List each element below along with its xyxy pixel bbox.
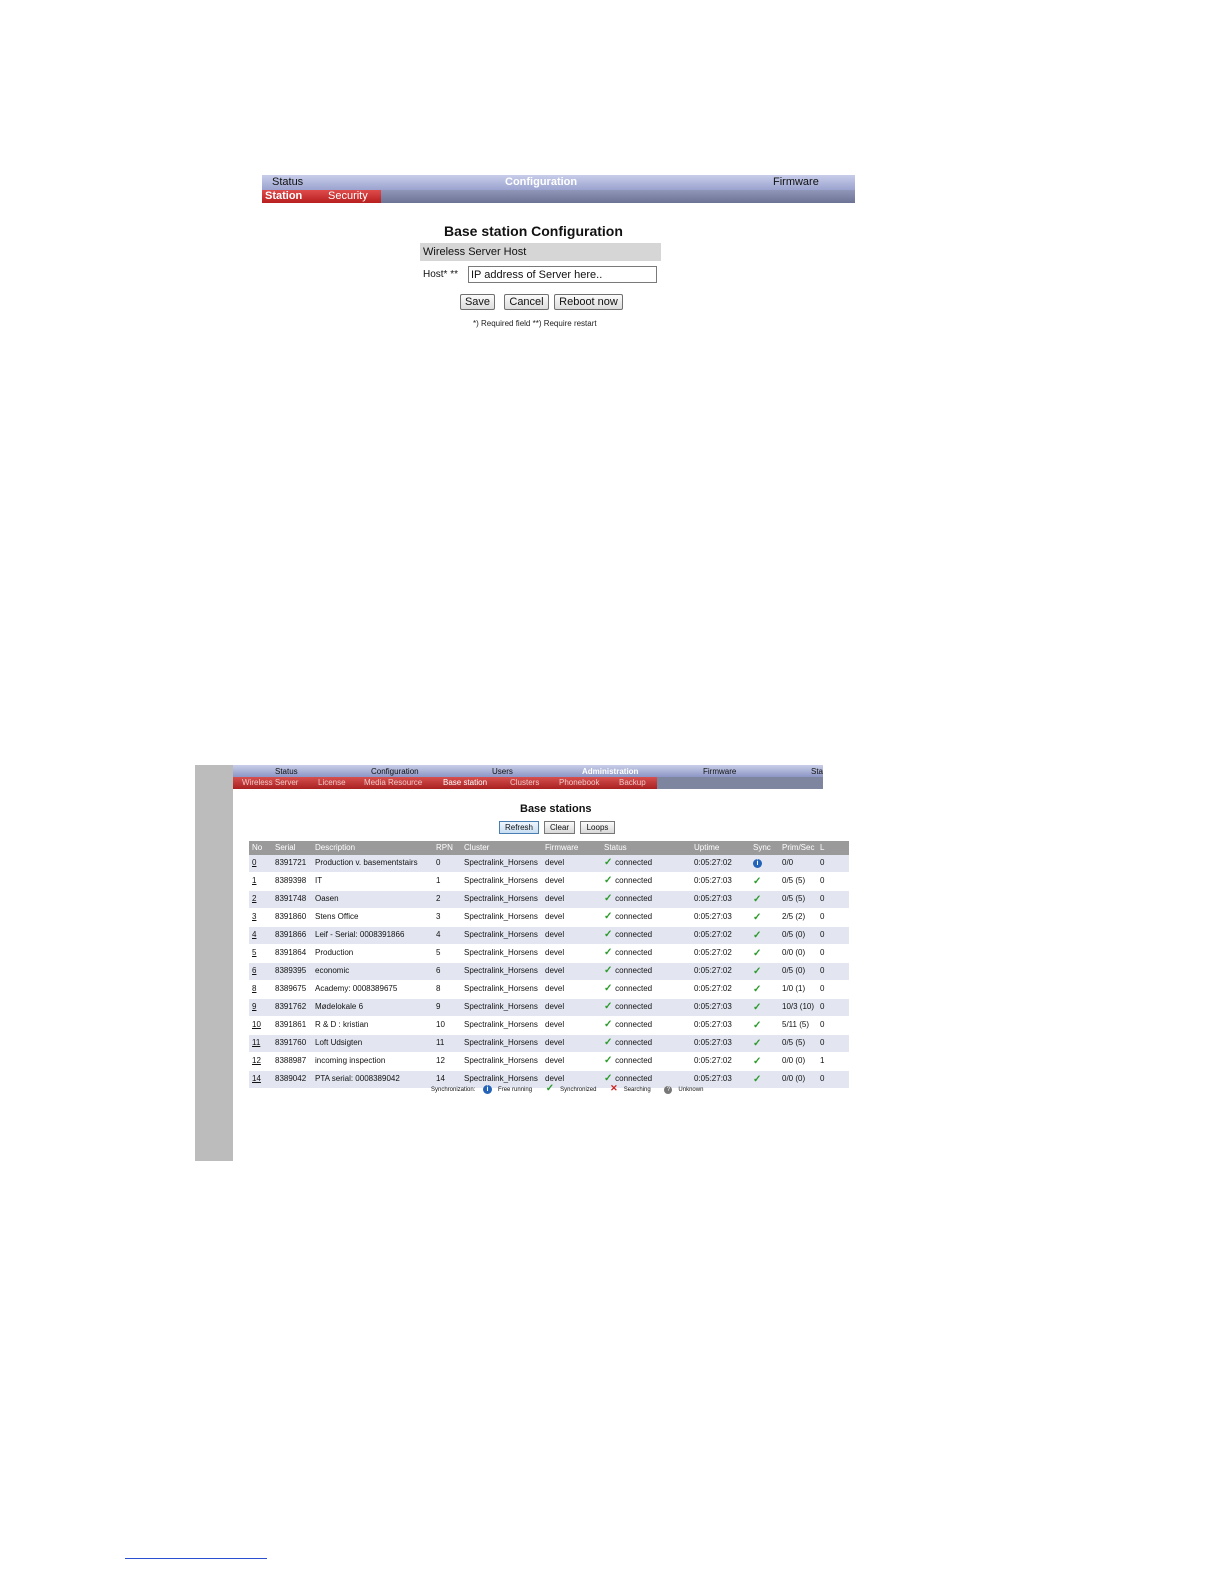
row-number-link[interactable]: 6 — [252, 966, 257, 975]
sync-cell — [753, 1074, 761, 1085]
check-icon: ✓ — [753, 894, 762, 905]
cluster-cell: Spectralink_Horsens — [464, 1056, 538, 1065]
description-cell: economic — [315, 966, 350, 975]
description-cell: PTA serial: 0008389042 — [315, 1074, 400, 1083]
status-text: connected — [615, 966, 653, 975]
prim-sec-cell: 0/0 (0) — [782, 1074, 806, 1083]
row-number-cell — [252, 1002, 256, 1011]
status-text: connected — [615, 912, 653, 921]
firmware-cell: devel — [545, 966, 565, 975]
subnav-wireless-server[interactable]: Wireless Server — [242, 778, 299, 787]
cluster-cell: Spectralink_Horsens — [464, 894, 538, 903]
status-cell — [604, 893, 652, 904]
check-icon: ✓ — [604, 1019, 616, 1030]
check-icon: ✓ — [753, 948, 762, 959]
prim-sec-cell: 0/0 — [782, 858, 794, 867]
col-header[interactable]: Description — [315, 843, 356, 852]
status-text: connected — [615, 876, 653, 885]
extra-cell: 0 — [820, 948, 825, 957]
sync-cell — [753, 948, 761, 959]
reboot-button[interactable]: Reboot now — [554, 294, 623, 310]
check-icon: ✓ — [604, 947, 616, 958]
section-header: Wireless Server Host — [420, 243, 661, 261]
nav-status[interactable]: Status — [275, 767, 298, 776]
sync-cell — [753, 858, 762, 868]
rpn-cell: 4 — [436, 930, 441, 939]
table-row — [249, 927, 849, 945]
legend-unknown: ? Unknown — [664, 1087, 709, 1093]
legend-searching: ✕ Searching — [610, 1083, 651, 1093]
check-icon: ✓ — [753, 1038, 762, 1049]
nav-users[interactable]: Users — [492, 767, 513, 776]
rpn-cell: 14 — [436, 1074, 445, 1083]
uptime-cell: 0:05:27:02 — [694, 984, 732, 993]
row-number-cell — [252, 876, 256, 885]
col-header[interactable]: RPN — [436, 843, 453, 852]
check-icon: ✓ — [604, 893, 616, 904]
subnav-backup[interactable]: Backup — [619, 778, 646, 787]
nav-configuration[interactable]: Configuration — [505, 176, 578, 188]
firmware-cell: devel — [545, 984, 565, 993]
check-icon: ✓ — [604, 929, 616, 940]
row-number-cell — [252, 984, 256, 993]
save-button[interactable]: Save — [460, 294, 495, 310]
cluster-cell: Spectralink_Horsens — [464, 984, 538, 993]
sync-cell — [753, 1002, 761, 1013]
extra-cell: 1 — [820, 1056, 825, 1065]
status-text: connected — [615, 930, 653, 939]
info-icon: i — [753, 859, 762, 868]
sub-nav — [262, 190, 855, 203]
table-row — [249, 1035, 849, 1053]
firmware-cell: devel — [545, 1038, 565, 1047]
clear-button[interactable]: Clear — [544, 821, 575, 834]
description-cell: Production v. basementstairs — [315, 858, 418, 867]
status-text: connected — [615, 1074, 653, 1083]
info-icon: i — [483, 1085, 492, 1094]
row-number-cell — [252, 912, 256, 921]
host-input[interactable] — [468, 266, 657, 283]
check-icon: ✓ — [753, 1056, 762, 1067]
base-station-config-screenshot — [262, 175, 855, 335]
prim-sec-cell: 0/5 (5) — [782, 876, 806, 885]
row-number-link[interactable]: 11 — [252, 1038, 261, 1047]
status-text: connected — [615, 1020, 653, 1029]
firmware-cell: devel — [545, 930, 565, 939]
cluster-cell: Spectralink_Horsens — [464, 966, 538, 975]
description-cell: Loft Udsigten — [315, 1038, 363, 1047]
status-text: connected — [615, 948, 653, 957]
serial-cell: 8391861 — [275, 1020, 307, 1029]
refresh-button[interactable]: Refresh — [499, 821, 539, 834]
row-number-link[interactable]: 9 — [252, 1002, 257, 1011]
serial-cell: 8391762 — [275, 1002, 307, 1011]
subnav-base-station[interactable]: Base station — [443, 778, 488, 787]
status-cell — [604, 875, 652, 886]
description-cell: Oasen — [315, 894, 339, 903]
prim-sec-cell: 0/0 (0) — [782, 948, 806, 957]
sync-cell — [753, 1056, 761, 1067]
row-number-cell — [252, 930, 256, 939]
subnav-station[interactable]: Station — [265, 190, 303, 202]
check-icon: ✓ — [753, 984, 762, 995]
status-cell — [604, 929, 652, 940]
status-cell — [604, 1055, 652, 1066]
host-label: Host* ** — [423, 269, 459, 280]
table-row — [249, 1017, 849, 1035]
firmware-cell: devel — [545, 948, 565, 957]
sync-cell — [753, 966, 761, 977]
table-row — [249, 981, 849, 999]
serial-cell: 8391864 — [275, 948, 307, 957]
subnav-phonebook[interactable]: Phonebook — [559, 778, 600, 787]
status-text: connected — [615, 984, 653, 993]
table-header — [249, 841, 849, 855]
extra-cell: 0 — [820, 912, 825, 921]
description-cell: Production — [315, 948, 354, 957]
rpn-cell: 5 — [436, 948, 441, 957]
extra-cell: 0 — [820, 1074, 825, 1083]
nav-administration[interactable]: Administration — [582, 767, 639, 776]
check-icon: ✓ — [604, 857, 616, 868]
uptime-cell: 0:05:27:03 — [694, 894, 732, 903]
extra-cell: 0 — [820, 894, 825, 903]
table-row — [249, 999, 849, 1017]
col-header[interactable]: Prim/Sec — [782, 843, 815, 852]
base-stations-screenshot — [195, 765, 823, 1161]
table-row — [249, 963, 849, 981]
sync-cell — [753, 1038, 761, 1049]
check-icon: ✓ — [545, 1083, 555, 1094]
serial-cell: 8391721 — [275, 858, 307, 867]
table-row — [249, 891, 849, 909]
col-header[interactable]: L — [820, 843, 825, 852]
col-header[interactable]: Firmware — [545, 843, 579, 852]
uptime-cell: 0:05:27:03 — [694, 1038, 732, 1047]
uptime-cell: 0:05:27:02 — [694, 858, 732, 867]
row-number-cell — [252, 1074, 261, 1083]
uptime-cell: 0:05:27:03 — [694, 912, 732, 921]
row-number-cell — [252, 894, 256, 903]
prim-sec-cell: 0/5 (0) — [782, 930, 806, 939]
required-note: *) Required field **) Require restart — [473, 319, 597, 328]
status-cell — [604, 947, 652, 958]
sync-cell — [753, 894, 761, 905]
rpn-cell: 9 — [436, 1002, 441, 1011]
nav-status-partial[interactable]: Sta — [811, 767, 824, 776]
check-icon: ✓ — [604, 1055, 616, 1066]
sync-cell — [753, 912, 761, 923]
extra-cell: 0 — [820, 1038, 825, 1047]
loops-button[interactable]: Loops — [580, 821, 615, 834]
description-cell: IT — [315, 876, 323, 885]
main-nav — [233, 765, 823, 777]
legend-label: Synchronization: — [431, 1087, 476, 1093]
col-header[interactable]: Serial — [275, 843, 296, 852]
cross-icon: ✕ — [610, 1083, 618, 1093]
footnote-rule — [125, 1558, 267, 1559]
serial-cell: 8391860 — [275, 912, 307, 921]
rpn-cell: 8 — [436, 984, 441, 993]
firmware-cell: devel — [545, 876, 565, 885]
serial-cell: 8391748 — [275, 894, 307, 903]
cluster-cell: Spectralink_Horsens — [464, 1074, 538, 1083]
sync-cell — [753, 1020, 761, 1031]
main-nav — [262, 175, 855, 190]
cluster-cell: Spectralink_Horsens — [464, 948, 538, 957]
serial-cell: 8391760 — [275, 1038, 307, 1047]
extra-cell: 0 — [820, 984, 825, 993]
status-cell — [604, 1037, 652, 1048]
rpn-cell: 2 — [436, 894, 441, 903]
serial-cell: 8389398 — [275, 876, 307, 885]
row-number-link[interactable]: 8 — [252, 984, 257, 993]
rpn-cell: 0 — [436, 858, 441, 867]
check-icon: ✓ — [604, 911, 616, 922]
cluster-cell: Spectralink_Horsens — [464, 1002, 538, 1011]
firmware-cell: devel — [545, 858, 565, 867]
sync-cell — [753, 930, 761, 941]
legend-free-running: i Free running — [483, 1087, 538, 1093]
sub-nav-tabs — [262, 190, 381, 203]
row-number-cell — [252, 948, 256, 957]
table-row — [249, 1053, 849, 1071]
check-icon: ✓ — [753, 966, 762, 977]
check-icon: ✓ — [753, 1074, 762, 1085]
check-icon: ✓ — [753, 930, 762, 941]
uptime-cell: 0:05:27:02 — [694, 930, 732, 939]
row-number-cell — [252, 966, 256, 975]
description-cell: Academy: 0008389675 — [315, 984, 398, 993]
status-text: connected — [615, 858, 653, 867]
prim-sec-cell: 0/5 (5) — [782, 1038, 806, 1047]
check-icon: ✓ — [753, 1002, 762, 1013]
prim-sec-cell: 10/3 (10) — [782, 1002, 815, 1011]
status-cell — [604, 857, 652, 868]
status-text: connected — [615, 1002, 653, 1011]
subnav-license[interactable]: License — [318, 778, 346, 787]
table-body — [249, 855, 849, 1089]
table-row — [249, 873, 849, 891]
col-header[interactable]: Uptime — [694, 843, 720, 852]
check-icon: ✓ — [753, 912, 762, 923]
cluster-cell: Spectralink_Horsens — [464, 930, 538, 939]
col-header[interactable]: Cluster — [464, 843, 490, 852]
subnav-clusters[interactable]: Clusters — [510, 778, 540, 787]
description-cell: Stens Office — [315, 912, 359, 921]
firmware-cell: devel — [545, 1002, 565, 1011]
cluster-cell: Spectralink_Horsens — [464, 1038, 538, 1047]
row-number-cell — [252, 1038, 260, 1047]
status-cell — [604, 911, 652, 922]
uptime-cell: 0:05:27:02 — [694, 948, 732, 957]
status-cell — [604, 983, 652, 994]
uptime-cell: 0:05:27:02 — [694, 966, 732, 975]
description-cell: incoming inspection — [315, 1056, 386, 1065]
firmware-cell: devel — [545, 912, 565, 921]
uptime-cell: 0:05:27:02 — [694, 1056, 732, 1065]
uptime-cell: 0:05:27:03 — [694, 876, 732, 885]
rpn-cell: 3 — [436, 912, 441, 921]
status-text: connected — [615, 1038, 653, 1047]
prim-sec-cell: 1/0 (1) — [782, 984, 806, 993]
page-title: Base station Configuration — [444, 223, 623, 239]
uptime-cell: 0:05:27:03 — [694, 1074, 732, 1083]
uptime-cell: 0:05:27:03 — [694, 1002, 732, 1011]
base-stations-table — [249, 841, 849, 1089]
legend-synchronized: ✓ Synchronized — [545, 1083, 597, 1094]
subnav-security[interactable]: Security — [328, 190, 368, 202]
check-icon: ✓ — [753, 876, 762, 887]
extra-cell: 0 — [820, 858, 825, 867]
check-icon: ✓ — [604, 1073, 616, 1084]
prim-sec-cell: 0/5 (0) — [782, 966, 806, 975]
cluster-cell: Spectralink_Horsens — [464, 912, 538, 921]
extra-cell: 0 — [820, 1020, 825, 1029]
serial-cell: 8389042 — [275, 1074, 307, 1083]
cancel-button[interactable]: Cancel — [504, 294, 549, 310]
rpn-cell: 10 — [436, 1020, 445, 1029]
check-icon: ✓ — [604, 1001, 616, 1012]
description-cell: R & D : kristian — [315, 1020, 369, 1029]
col-header[interactable]: Status — [604, 843, 627, 852]
page-title: Base stations — [520, 803, 592, 815]
status-text: connected — [615, 894, 653, 903]
table-row — [249, 855, 849, 873]
row-number-cell — [252, 1056, 261, 1065]
check-icon: ✓ — [604, 1037, 616, 1048]
row-number-link[interactable]: 3 — [252, 912, 257, 921]
sub-nav-tabs — [233, 777, 657, 789]
serial-cell: 8389395 — [275, 966, 307, 975]
col-header[interactable]: Sync — [753, 843, 771, 852]
row-number-link[interactable]: 12 — [252, 1056, 261, 1065]
serial-cell: 8388987 — [275, 1056, 307, 1065]
firmware-cell: devel — [545, 1020, 565, 1029]
cluster-cell: Spectralink_Horsens — [464, 876, 538, 885]
unknown-icon: ? — [664, 1086, 672, 1094]
sub-nav — [233, 777, 823, 789]
serial-cell: 8389675 — [275, 984, 307, 993]
extra-cell: 0 — [820, 1002, 825, 1011]
col-header[interactable]: No — [252, 843, 263, 852]
row-number-link[interactable]: 10 — [252, 1020, 261, 1029]
nav-status[interactable]: Status — [272, 176, 304, 188]
row-number-link[interactable]: 0 — [252, 858, 257, 867]
prim-sec-cell: 5/11 (5) — [782, 1020, 809, 1029]
status-cell — [604, 1019, 652, 1030]
status-cell — [604, 1001, 652, 1012]
check-icon: ✓ — [604, 965, 616, 976]
status-cell — [604, 965, 652, 976]
sync-cell — [753, 984, 761, 995]
cluster-cell: Spectralink_Horsens — [464, 1020, 538, 1029]
description-cell: Leif - Serial: 0008391866 — [315, 930, 405, 939]
status-text: connected — [615, 1056, 653, 1065]
check-icon: ✓ — [753, 1020, 762, 1031]
left-panel — [195, 765, 233, 1161]
table-row — [249, 945, 849, 963]
row-number-cell — [252, 1020, 261, 1029]
row-number-link[interactable]: 5 — [252, 948, 257, 957]
prim-sec-cell: 0/0 (0) — [782, 1056, 806, 1065]
extra-cell: 0 — [820, 930, 825, 939]
row-number-link[interactable]: 14 — [252, 1074, 261, 1083]
table-row — [249, 909, 849, 927]
serial-cell: 8391866 — [275, 930, 307, 939]
sync-cell — [753, 876, 761, 887]
cluster-cell: Spectralink_Horsens — [464, 858, 538, 867]
sync-legend — [431, 1083, 715, 1094]
row-number-link[interactable]: 2 — [252, 894, 257, 903]
firmware-cell: devel — [545, 1074, 565, 1083]
nav-firmware[interactable]: Firmware — [773, 176, 819, 188]
prim-sec-cell: 2/5 (2) — [782, 912, 806, 921]
firmware-cell: devel — [545, 1056, 565, 1065]
check-icon: ✓ — [604, 875, 616, 886]
check-icon: ✓ — [604, 983, 616, 994]
row-number-link[interactable]: 1 — [252, 876, 257, 885]
rpn-cell: 11 — [436, 1038, 445, 1047]
subnav-media-resource[interactable]: Media Resource — [364, 778, 423, 787]
rpn-cell: 1 — [436, 876, 441, 885]
description-cell: Mødelokale 6 — [315, 1002, 364, 1011]
rpn-cell: 6 — [436, 966, 441, 975]
row-number-link[interactable]: 4 — [252, 930, 257, 939]
extra-cell: 0 — [820, 966, 825, 975]
nav-firmware[interactable]: Firmware — [703, 767, 737, 776]
prim-sec-cell: 0/5 (5) — [782, 894, 806, 903]
row-number-cell — [252, 858, 256, 867]
firmware-cell: devel — [545, 894, 565, 903]
uptime-cell: 0:05:27:03 — [694, 1020, 732, 1029]
rpn-cell: 12 — [436, 1056, 445, 1065]
extra-cell: 0 — [820, 876, 825, 885]
nav-configuration[interactable]: Configuration — [371, 767, 419, 776]
